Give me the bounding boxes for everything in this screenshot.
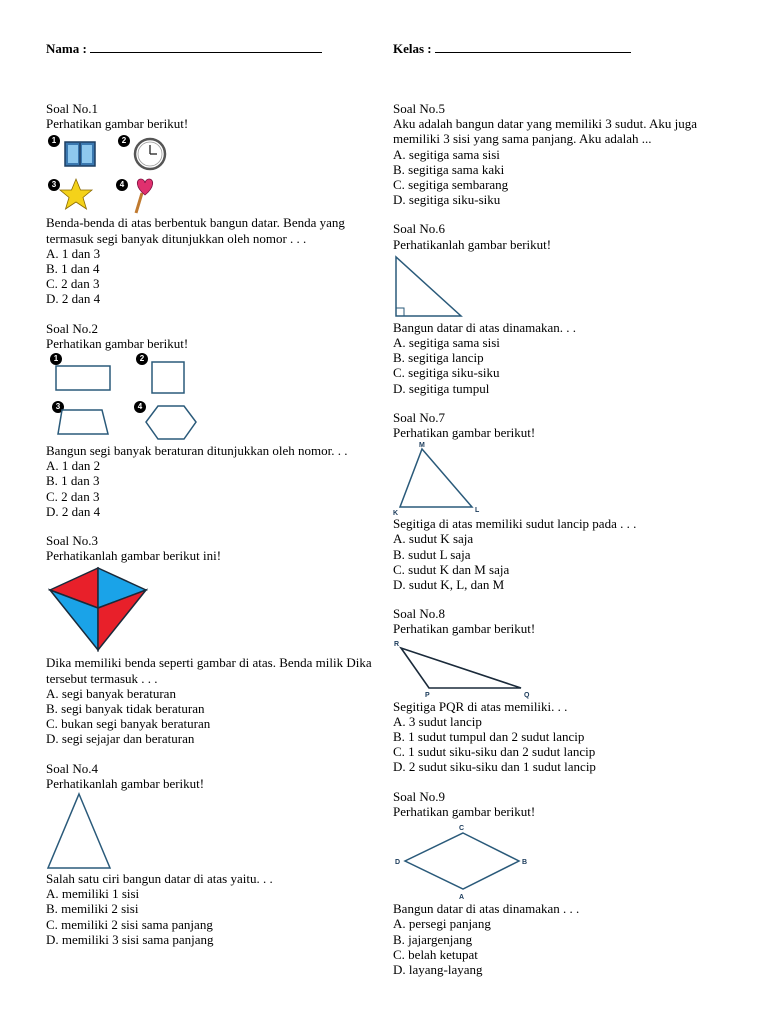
option-c[interactable]: C. sudut K dan M saja [393,561,510,577]
vertex-label-k: K [393,510,399,517]
option-a[interactable]: A. 3 sudut lancip [393,713,482,729]
question-text: Bangun datar di atas dinamakan . . . [393,901,580,917]
kite-shape [48,566,148,652]
name-line[interactable] [90,40,322,53]
class-field[interactable] [393,40,631,57]
question-prompt: Perhatikanlah gambar berikut! [46,775,205,791]
badge-3: 3 [52,401,64,413]
question-8 [393,606,729,774]
question-prompt: Perhatikanlah gambar berikut! [393,236,552,252]
option-c[interactable]: C. bukan segi banyak beraturan [46,716,211,732]
question-prompt: Perhatikan gambar berikut! [393,803,536,819]
option-d[interactable]: D. layang-layang [393,961,483,977]
option-b[interactable]: B. 1 sudut tumpul dan 2 sudut lancip [393,729,585,745]
name-field[interactable] [46,40,322,57]
question-prompt: Perhatikanlah gambar berikut ini! [46,548,222,564]
option-b[interactable]: B. 1 dan 4 [46,261,100,277]
question-text: Dika memiliki benda seperti gambar di atas. Benda milik Dika tersebut termasuk . . . [46,655,372,686]
question-prompt: Perhatikan gambar berikut! [393,425,536,441]
figure-kite [46,563,246,655]
rhombus-shape [393,819,543,901]
clock-icon [132,137,168,171]
question-text: Segitiga di atas memiliki sudut lancip pada . . . [393,516,637,532]
option-b[interactable]: B. memiliki 2 sisi [46,901,139,917]
acute-triangle-shape [393,440,489,516]
question-text: Segitiga PQR di atas memiliki. . . [393,698,568,714]
vertex-label-c: C [459,825,465,833]
vertex-label-b: B [522,859,528,867]
figure-triangle [46,791,246,871]
badge-3: 3 [48,179,60,191]
star-icon [58,177,94,211]
vertex-label-d: D [395,859,401,867]
question-text: Aku adalah bangun datar yang memiliki 3 sudut. Aku juga memiliki 3 sisi yang sama panjang. Aku adalah ... [393,116,697,147]
question-title: Soal No.3 [46,533,98,549]
question-title: Soal No.5 [393,101,445,116]
option-d[interactable]: D. sudut K, L, dan M [393,577,505,593]
equilateral-triangle-shape [46,791,116,871]
vertex-label-q: Q [524,691,530,699]
vertex-label-l: L [475,507,480,515]
hexagon-shape [142,403,200,443]
question-prompt: Perhatikan gambar berikut! [46,335,189,351]
option-a[interactable]: A. segitiga sama sisi [393,335,500,351]
badge-2: 2 [118,135,130,147]
badge-4: 4 [116,179,128,191]
question-text: Benda-benda di atas berbentuk bangun datar. Benda yang termasuk segi banyak ditunjukkan oleh nomor . . . [46,215,345,246]
figure-objects [46,131,246,215]
question-text: Bangun datar di atas dinamakan. . . [393,319,577,335]
option-d[interactable]: D. segitiga tumpul [393,380,490,396]
question-title: Soal No.6 [393,221,445,237]
option-c[interactable]: C. memiliki 2 sisi sama panjang [46,916,213,932]
option-c[interactable]: C. 1 sudut siku-siku dan 2 sudut lancip [393,744,596,760]
badge-2: 2 [136,353,148,365]
option-b[interactable]: B. 1 dan 3 [46,473,100,489]
question-9 [393,789,729,977]
option-a[interactable]: A. segi banyak beraturan [46,685,176,701]
figure-shapes [46,351,246,443]
figure-rhombus [393,819,593,901]
question-prompt: Perhatikan gambar berikut! [393,621,536,637]
option-d[interactable]: D. 2 dan 4 [46,503,101,519]
option-b[interactable]: B. segitiga sama kaki [393,161,505,177]
option-d[interactable]: D. segi sejajar dan beraturan [46,731,195,747]
option-c[interactable]: C. 2 dan 3 [46,488,100,504]
option-c[interactable]: C. 2 dan 3 [46,276,100,292]
figure-triangle-klm [393,440,593,516]
badge-1: 1 [48,135,60,147]
class-label: Kelas : [393,41,432,56]
question-title: Soal No.8 [393,606,445,622]
lollipop-icon [130,175,160,215]
class-line[interactable] [435,40,631,53]
option-c[interactable]: C. segitiga siku-siku [393,365,500,381]
question-3 [46,533,376,747]
badge-1: 1 [50,353,62,365]
option-d[interactable]: D. 2 dan 4 [46,291,101,307]
rectangle-shape [54,359,114,393]
option-d[interactable]: D. 2 sudut siku-siku dan 1 sudut lancip [393,759,596,775]
question-title: Soal No.1 [46,101,98,116]
question-title: Soal No.7 [393,409,445,425]
name-label: Nama : [46,41,87,56]
option-b[interactable]: B. jajargenjang [393,931,473,947]
square-shape [146,357,192,395]
option-a[interactable]: A. segitiga sama sisi [393,146,500,162]
question-4 [46,761,376,947]
question-7 [393,410,729,592]
option-a[interactable]: A. sudut K saja [393,531,474,547]
question-text: Bangun segi banyak beraturan ditunjukkan oleh nomor. . . [46,443,348,459]
question-title: Soal No.9 [393,788,445,804]
obtuse-triangle-shape [393,637,543,699]
badge-4: 4 [134,401,146,413]
figure-triangle-pqr [393,637,593,699]
vertex-label-m: M [419,442,425,450]
question-title: Soal No.4 [46,760,98,776]
question-title: Soal No.2 [46,320,98,336]
option-b[interactable]: B. segitiga lancip [393,350,484,366]
option-a[interactable]: A. memiliki 1 sisi [46,886,140,902]
vertex-label-r: R [394,640,400,648]
option-b[interactable]: B. segi banyak tidak beraturan [46,701,205,717]
option-b[interactable]: B. sudut L saja [393,546,471,562]
window-icon [64,141,96,167]
vertex-label-p: P [425,691,430,699]
question-prompt: Perhatikan gambar berikut! [46,116,189,132]
left-column [46,101,376,961]
vertex-label-a: A [459,894,465,902]
option-a[interactable]: A. 1 dan 2 [46,458,101,474]
trapezoid-shape [56,405,112,439]
question-1 [46,101,376,307]
option-c[interactable]: C. belah ketupat [393,946,478,962]
option-d[interactable]: D. segitiga siku-siku [393,192,501,208]
option-a[interactable]: A. 1 dan 3 [46,245,101,261]
question-2 [46,321,376,519]
right-triangle-shape [393,254,465,320]
figure-right-triangle [393,252,593,320]
option-d[interactable]: D. memiliki 3 sisi sama panjang [46,931,214,947]
option-a[interactable]: A. persegi panjang [393,916,491,932]
question-6 [393,221,729,395]
question-text: Salah satu ciri bangun datar di atas yaitu. . . [46,871,273,887]
option-c[interactable]: C. segitiga sembarang [393,177,509,193]
right-column [393,101,729,991]
question-5 [393,101,729,207]
